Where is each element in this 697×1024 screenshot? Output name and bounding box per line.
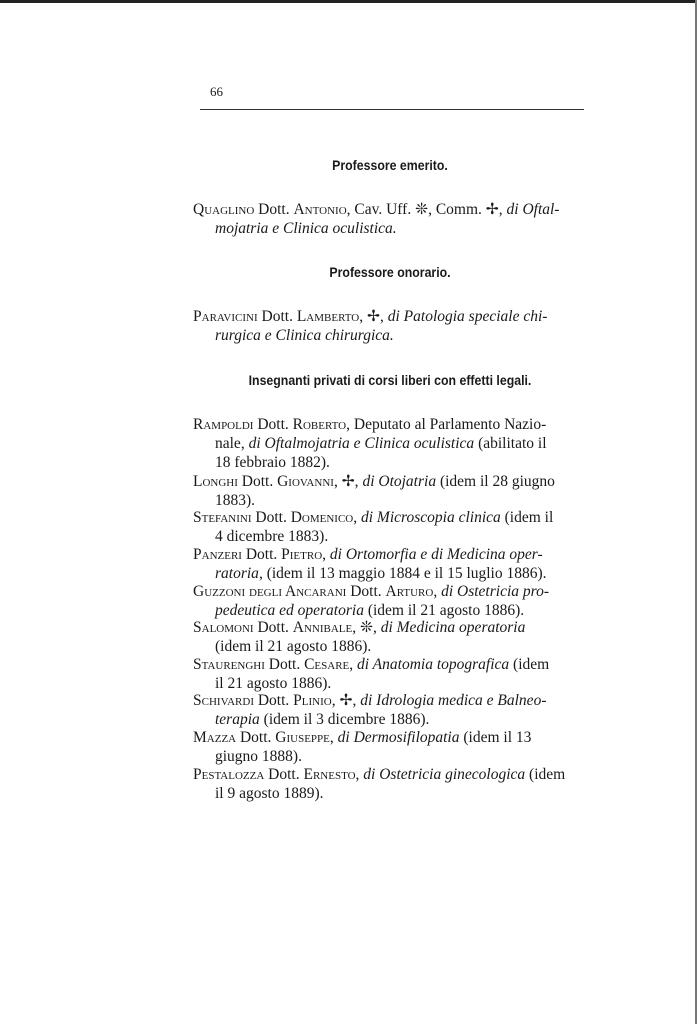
person-title: Dott. xyxy=(264,656,305,673)
person-surname: Stefanini xyxy=(193,509,252,526)
entry-line xyxy=(193,691,585,710)
person-title: Dott. xyxy=(251,509,291,526)
entry-text: (abilitato il xyxy=(474,435,547,452)
entry-text: (idem il 21 agosto 1886). xyxy=(215,638,372,655)
person-surname: Schivardi xyxy=(193,692,254,709)
entry-line xyxy=(193,453,585,472)
person-surname: Pestalozza xyxy=(193,766,265,783)
person-firstname: Lamberto xyxy=(296,308,360,325)
entry-staurenghi xyxy=(193,655,585,693)
page-top-edge xyxy=(0,0,697,3)
entry-text: , ✢, xyxy=(331,692,361,709)
person-firstname: Roberto xyxy=(292,416,347,433)
entry-text: 18 febbraio 1882). xyxy=(215,454,330,471)
person-title: Dott. xyxy=(257,308,297,325)
person-surname: Mazza xyxy=(193,729,237,746)
subject: di Ostetricia pro- xyxy=(441,583,550,600)
entry-text: , (idem il 13 maggio 1884 e il 15 luglio 1886). xyxy=(258,565,547,582)
page-number: 66 xyxy=(210,84,223,99)
person-surname: Panzeri xyxy=(193,546,242,563)
entry-text: , xyxy=(329,729,338,746)
person-firstname: Plinio xyxy=(293,692,332,709)
person-title: Dott. xyxy=(253,619,293,636)
entry-line xyxy=(193,219,585,238)
entry-text: nale, xyxy=(215,435,249,452)
entry-pestalozza xyxy=(193,765,585,803)
subject: di Idrologia medica e Balneo- xyxy=(360,692,547,709)
person-title: Dott. xyxy=(254,201,294,218)
subject: di Ostetricia ginecologica xyxy=(363,766,526,783)
entry-guzzoni xyxy=(193,582,585,620)
person-firstname: Arturo xyxy=(385,583,434,600)
entry-line xyxy=(193,200,585,219)
subject: mojatria e Clinica oculistica. xyxy=(215,220,397,237)
entry-text: , xyxy=(355,766,364,783)
subject: terapia xyxy=(215,711,260,728)
entry-quaglino xyxy=(193,200,585,238)
entry-salomoni xyxy=(193,618,585,656)
entry-text: (idem xyxy=(525,766,566,783)
person-firstname: Giuseppe xyxy=(275,729,330,746)
person-surname: Quaglino xyxy=(193,201,255,218)
entry-rampoldi xyxy=(193,415,585,472)
entry-line xyxy=(193,326,585,345)
entry-text: (idem il 28 giugno xyxy=(436,473,555,490)
entry-text: , xyxy=(433,583,442,600)
entry-text: 4 dicembre 1883). xyxy=(215,528,329,545)
entry-text: , ✢, xyxy=(333,473,363,490)
subject: di Patologia speciale chi- xyxy=(387,308,548,325)
entry-text: , xyxy=(322,546,330,563)
subject: pedeutica ed operatoria xyxy=(215,602,364,619)
subject: di Oftalmojatria e Clinica oculistica xyxy=(248,435,475,452)
entry-line xyxy=(193,582,585,601)
entry-text: il 21 agosto 1886). xyxy=(215,675,332,692)
subject: di Oftal- xyxy=(506,201,560,218)
entry-line xyxy=(193,765,585,784)
entry-text: , xyxy=(349,656,358,673)
subject: di Ortomorfia e di Medicina oper- xyxy=(329,546,543,563)
heading-professore-onorario: Professore onorario. xyxy=(329,264,451,280)
person-title: Dott. xyxy=(264,766,304,783)
entry-line xyxy=(193,728,585,747)
header-rule xyxy=(200,109,584,110)
entry-paravicini xyxy=(193,307,585,345)
person-title: Dott. xyxy=(241,546,282,563)
entry-line xyxy=(193,655,585,674)
entry-text: (idem xyxy=(509,656,550,673)
person-surname: Rampoldi xyxy=(193,416,254,433)
entry-text: , Deputato al Parlamento Nazio- xyxy=(346,416,547,433)
person-surname: Staurenghi xyxy=(193,656,265,673)
person-title: Dott. xyxy=(253,692,294,709)
subject: di Dermosifilopatia xyxy=(337,729,460,746)
entry-line xyxy=(193,747,585,766)
subject: di Anatomia topografica xyxy=(357,656,510,673)
subject: di Microscopia clinica xyxy=(361,509,501,526)
person-title: Dott. xyxy=(237,473,278,490)
subject: di Medicina operatoria xyxy=(380,619,526,636)
entry-stefanini xyxy=(193,508,585,546)
entry-line xyxy=(193,415,585,434)
person-title: Dott. xyxy=(236,729,276,746)
entry-text: , xyxy=(353,509,361,526)
entry-line xyxy=(193,472,585,491)
person-surname: Paravicini xyxy=(193,308,258,325)
entry-line xyxy=(193,527,585,546)
person-firstname: Cesare xyxy=(304,656,350,673)
entry-line xyxy=(193,545,585,564)
person-firstname: Annibale xyxy=(292,619,353,636)
entry-line xyxy=(193,637,585,656)
person-surname: Longhi xyxy=(193,473,238,490)
person-title: Dott. xyxy=(346,583,386,600)
entry-line xyxy=(193,508,585,527)
subject: rurgica e Clinica chirurgica. xyxy=(215,327,394,344)
entry-mazza xyxy=(193,728,585,766)
entry-text: giugno 1888). xyxy=(215,748,302,765)
entry-schivardi xyxy=(193,691,585,729)
person-title: Dott. xyxy=(253,416,293,433)
heading-insegnanti-privati: Insegnanti privati di corsi liberi con effetti legali. xyxy=(248,372,532,388)
heading-professore-emerito: Professore emerito. xyxy=(332,157,448,173)
entry-line xyxy=(193,618,585,637)
entry-text: il 9 agosto 1889). xyxy=(215,785,324,802)
entry-text: (idem il 21 agosto 1886). xyxy=(363,602,525,619)
entry-line xyxy=(193,434,585,453)
person-surname: Guzzoni degli Ancarani xyxy=(193,583,347,600)
subject: ratoria xyxy=(215,565,259,582)
entry-line xyxy=(193,564,585,583)
entry-panzeri xyxy=(193,545,585,583)
person-firstname: Antonio xyxy=(293,201,347,218)
entry-longhi xyxy=(193,472,585,510)
person-surname: Salomoni xyxy=(193,619,254,636)
entry-text: (idem il 3 dicembre 1886). xyxy=(259,711,430,728)
person-firstname: Domenico xyxy=(290,509,354,526)
person-firstname: Ernesto xyxy=(303,766,356,783)
person-firstname: Pietro xyxy=(281,546,323,563)
entry-text: 1883). xyxy=(215,492,256,509)
entry-text: (idem il xyxy=(500,509,554,526)
entry-line xyxy=(193,784,585,803)
entry-line xyxy=(193,710,585,729)
entry-line xyxy=(193,307,585,326)
entry-text: (idem il 13 xyxy=(459,729,532,746)
person-honors: , Cav. Uff. ❊, Comm. ✢, xyxy=(346,201,507,218)
person-honors: , ✢, xyxy=(359,308,388,325)
subject: di Otojatria xyxy=(362,473,437,490)
entry-text: , ❊, xyxy=(352,619,381,636)
person-firstname: Giovanni xyxy=(277,473,334,490)
